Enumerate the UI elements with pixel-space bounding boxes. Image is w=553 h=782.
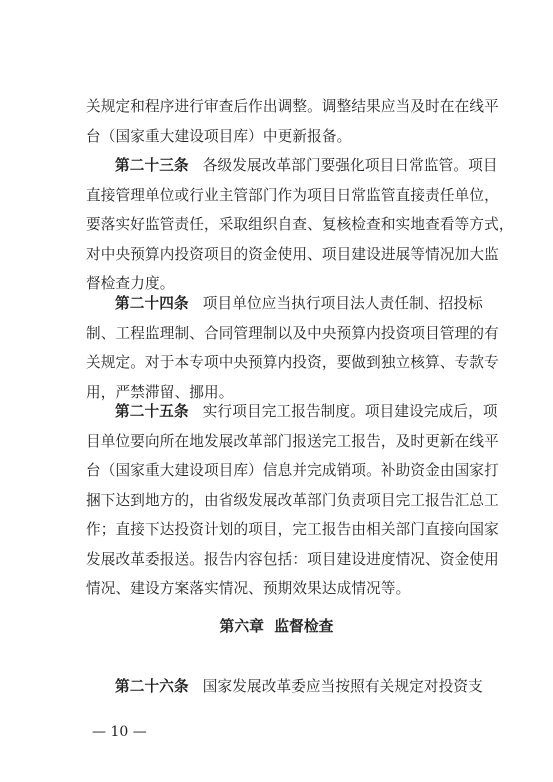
article-number: 第二十三条 (115, 157, 189, 174)
article-text: 项目单位应当执行项目法人责任制、招投标 (202, 295, 483, 312)
paragraph-line: 台（国家重大建设项目库）信息并完成销项。补助资金由国家打 (86, 462, 499, 479)
article-text: 国家发展改革委应当按照有关规定对投资支 (202, 678, 483, 695)
article-25 (86, 397, 499, 604)
paragraph-line: 目单位要向所在地发展改革部门报送完工报告，及时更新在线平 (86, 432, 499, 450)
paragraph-line: 督检查力度。 (86, 275, 175, 292)
article-23 (86, 151, 514, 299)
article-text: 实行项目完工报告制度。项目建设完成后，项 (202, 403, 498, 420)
article-first-line (86, 289, 483, 319)
paragraph-line: 对中央预算内投资项目的资金使用、项目建设进展等情况加大监 (86, 245, 499, 263)
article-26 (86, 672, 483, 702)
paragraph-line: 关规定和程序进行审查后作出调整。调整结果应当及时在在线平 (86, 98, 499, 115)
article-text: 各级发展改革部门要强化项目日常监管。项目 (202, 157, 498, 174)
page-number: — 10 — (92, 724, 147, 740)
paragraph-line: 要落实好监管责任，采取组织自查、复核检查和实地查看等方式， (86, 216, 514, 233)
paragraph-line: 台（国家重大建设项目库）中更新报备。 (86, 127, 352, 145)
paragraph-line: 情况、建设方案落实情况、预期效果达成情况等。 (86, 580, 411, 597)
article-first-line (86, 397, 498, 427)
article-first-line (86, 151, 498, 181)
paragraph-line: 捆下达到地方的，由省级发展改革部门负责项目完工报告汇总工 (86, 491, 499, 509)
article-24 (86, 289, 499, 407)
paragraph-line: 作；直接下达投资计划的项目，完工报告由相关部门直接向国家 (86, 521, 499, 538)
article-number: 第二十六条 (115, 678, 189, 695)
paragraph-line: 关规定。对于本专项中央预算内投资，要做到独立核算、专款专 (86, 354, 499, 371)
paragraph-line: 发展改革委报送。报告内容包括：项目建设进度情况、资金使用 (86, 550, 499, 568)
paragraph-line: 制、工程监理制、合同管理制以及中央预算内投资项目管理的有 (86, 324, 499, 342)
article-first-line (86, 672, 483, 702)
paragraph-line: 直接管理单位或行业主管部门作为项目日常监管直接责任单位， (86, 186, 499, 204)
chapter-heading: 第六章 监督检查 (219, 618, 334, 635)
paragraph-intro (86, 92, 499, 151)
paragraph-line: 用，严禁滞留、挪用。 (86, 383, 234, 401)
article-number: 第二十四条 (115, 295, 189, 312)
article-number: 第二十五条 (115, 403, 189, 420)
